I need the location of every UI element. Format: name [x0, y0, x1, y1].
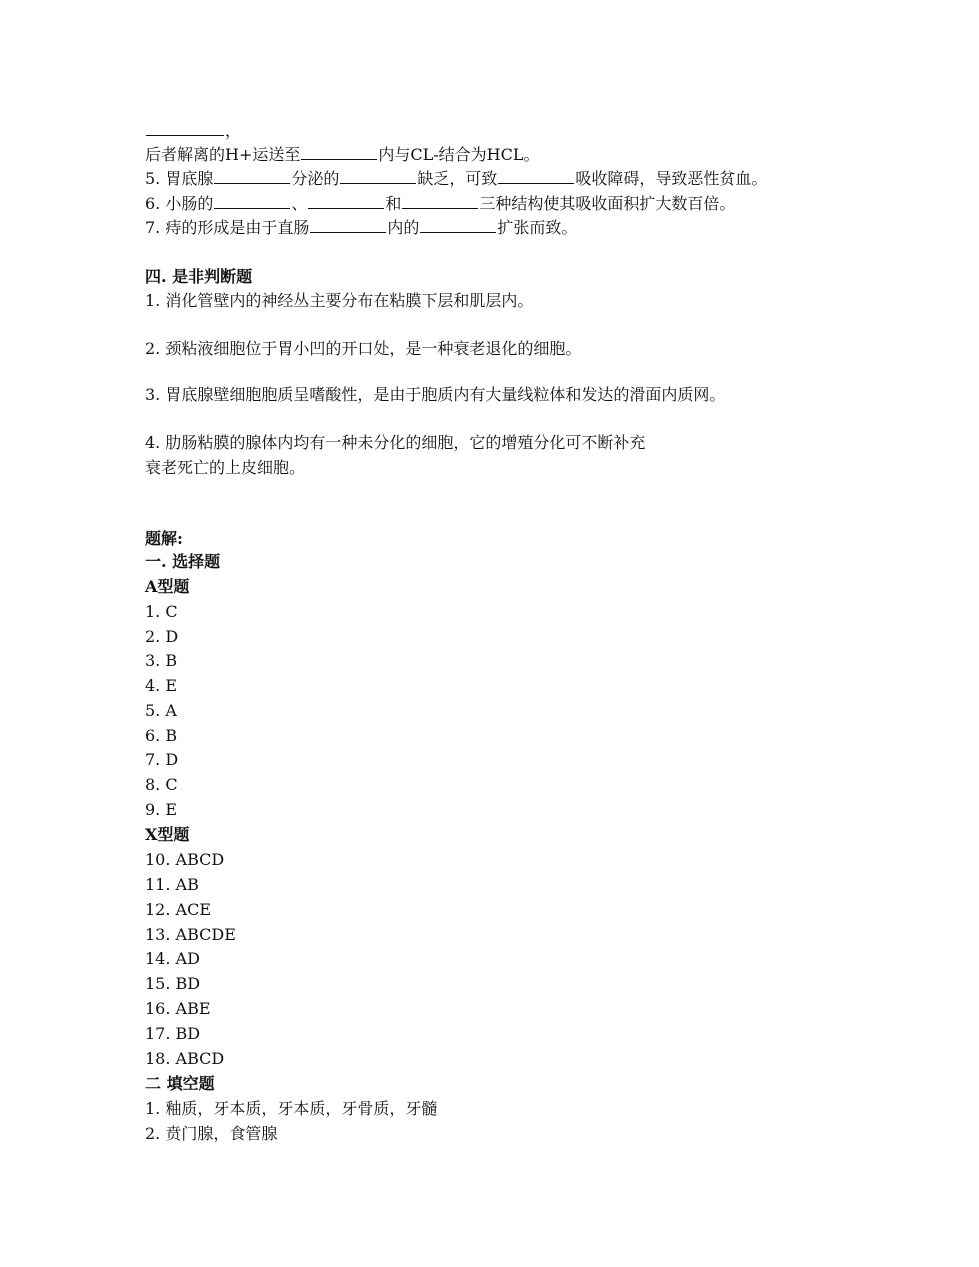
text: 内的 — [387, 218, 420, 237]
fill-in-line-0 — [145, 118, 241, 142]
answer-item: 7. D — [145, 750, 179, 769]
fill-in-question-6 — [145, 191, 735, 215]
answer-item: 11. AB — [145, 875, 199, 894]
answer-item: 4. E — [145, 676, 178, 695]
true-false-item-2: 2. 颈粘液细胞位于胃小凹的开口处，是一种衰老退化的细胞。 — [145, 339, 582, 358]
a-type-heading: A型题 — [145, 577, 190, 596]
true-false-item-4: 4. 肋肠粘膜的腺体内均有一种未分化的细胞，它的增殖分化可不断补充 — [145, 433, 646, 452]
blank — [214, 166, 290, 184]
x-type-heading: X型题 — [145, 825, 190, 844]
text: 后者解离的H+运送至 — [145, 145, 301, 164]
blank — [146, 118, 224, 136]
text: 和 — [385, 194, 402, 213]
answer-item: 1. C — [145, 602, 178, 621]
text: 缺乏，可致 — [417, 169, 498, 188]
text: 分泌的 — [291, 169, 340, 188]
blank — [301, 142, 377, 160]
text: ， — [225, 121, 242, 140]
answer-item: 15. BD — [145, 974, 201, 993]
answer-item: 9. E — [145, 800, 178, 819]
answer-item: 12. ACE — [145, 900, 212, 919]
true-false-item-1: 1. 消化管壁内的神经丛主要分布在粘膜下层和肌层内。 — [145, 291, 534, 310]
fill-in-answer-2: 2. 贲门腺，食管腺 — [145, 1124, 278, 1143]
answer-item: 18. ABCD — [145, 1049, 225, 1068]
answer-item: 2. D — [145, 627, 179, 646]
answer-item: 8. C — [145, 775, 178, 794]
blank — [340, 166, 416, 184]
fill-in-question-7 — [145, 215, 577, 239]
answer-item: 16. ABE — [145, 999, 211, 1018]
answer-item: 14. AD — [145, 949, 200, 968]
fill-in-line-1 — [145, 142, 539, 166]
section-heading-true-false: 四. 是非判断题 — [145, 267, 253, 286]
text: 扩张而致。 — [497, 218, 578, 237]
fill-in-answer-1: 1. 釉质，牙本质，牙本质，牙骨质，牙髓 — [145, 1099, 438, 1118]
answer-item: 10. ABCD — [145, 850, 225, 869]
true-false-item-4-continued: 衰老死亡的上皮细胞。 — [145, 458, 306, 477]
true-false-item-3: 3. 胃底腺壁细胞胞质呈嗜酸性，是由于胞质内有大量线粒体和发达的滑面内质网。 — [145, 385, 726, 404]
text: 三种结构使其吸收面积扩大数百倍。 — [479, 194, 736, 213]
answer-item: 3. B — [145, 651, 178, 670]
blank — [402, 191, 478, 209]
fill-in-answers-heading: 二 填空题 — [145, 1074, 215, 1093]
choice-heading: 一. 选择题 — [145, 552, 221, 571]
blank — [498, 166, 574, 184]
answer-item: 17. BD — [145, 1024, 201, 1043]
blank — [420, 215, 496, 233]
text: 吸收障碍，导致恶性贫血。 — [575, 169, 768, 188]
answer-item: 13. ABCDE — [145, 925, 236, 944]
blank — [308, 191, 384, 209]
answer-item: 6. B — [145, 726, 178, 745]
blank — [214, 191, 290, 209]
answers-heading: 题解: — [145, 529, 183, 548]
text: 5. 胃底腺 — [145, 169, 214, 188]
text: 7. 痔的形成是由于直肠 — [145, 218, 310, 237]
fill-in-question-5 — [145, 166, 767, 190]
answer-item: 5. A — [145, 701, 177, 720]
text: 、 — [291, 194, 308, 213]
blank — [310, 215, 386, 233]
text: 6. 小肠的 — [145, 194, 214, 213]
text: 内与CL-结合为HCL。 — [378, 145, 540, 164]
